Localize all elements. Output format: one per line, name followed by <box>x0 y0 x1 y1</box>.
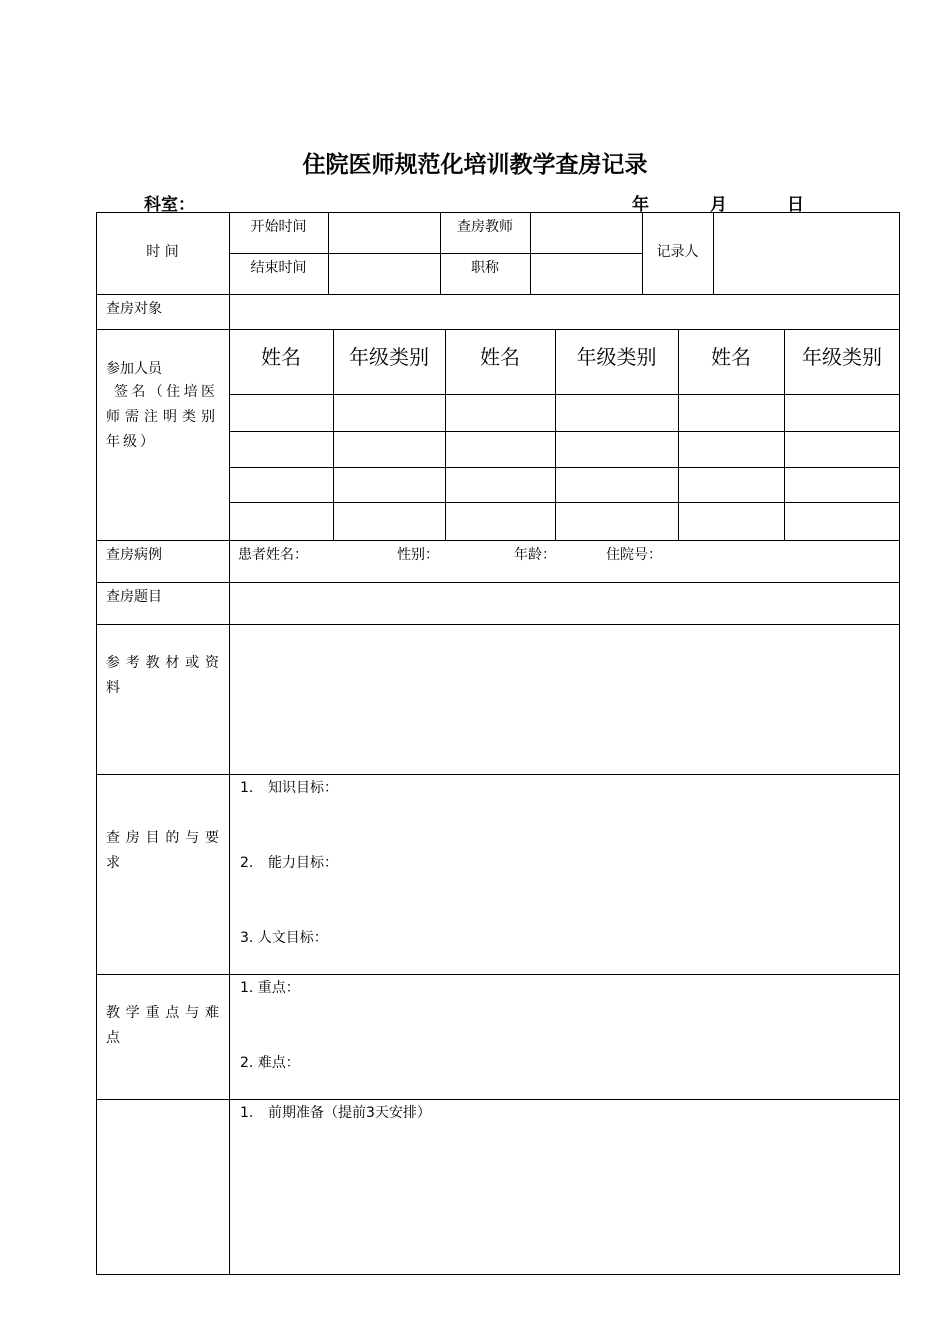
column-header-name: 姓名 <box>480 345 520 369</box>
preparation-text: 前期准备（提前3天安排） <box>268 1105 431 1121</box>
reference-label: 参考教材或资料 <box>106 655 222 696</box>
difficulty-text: 2. 难点： <box>240 1055 300 1071</box>
page-title: 住院医师规范化培训教学查房记录 <box>302 151 648 178</box>
row-divider <box>96 774 900 775</box>
preparation-number: 1. <box>240 1105 254 1121</box>
participant-divider <box>229 502 900 503</box>
rounds-target-label: 查房对象 <box>106 301 162 317</box>
goal-3-text: 3. 人文目标： <box>240 930 328 946</box>
row-divider <box>96 624 900 625</box>
row-divider <box>96 329 900 330</box>
participant-divider <box>229 394 900 395</box>
teacher-label: 查房教师 <box>457 219 513 235</box>
goal-2-number: 2. <box>240 855 254 871</box>
admission-number-label: 住院号： <box>606 547 662 563</box>
column-header-grade: 年级类别 <box>576 345 657 369</box>
month-label: 月 <box>710 195 727 215</box>
label-column-divider <box>229 212 230 1275</box>
key-points-label: 教学重点与难点 <box>106 1005 222 1046</box>
goal-2-text: 能力目标： <box>268 855 338 871</box>
participant-divider <box>229 431 900 432</box>
column-header-name: 姓名 <box>261 345 301 369</box>
goals-label: 查房目的与要求 <box>106 830 222 871</box>
recorder-label: 记录人 <box>656 244 699 260</box>
age-label: 年龄： <box>514 547 556 563</box>
key-point-text: 1. 重点： <box>240 980 300 996</box>
patient-name-label: 患者姓名： <box>238 547 308 563</box>
participant-divider <box>229 467 900 468</box>
day-label: 日 <box>787 195 804 215</box>
time-row-label: 时 间 <box>146 244 179 260</box>
gender-label: 性别： <box>397 547 439 563</box>
start-time-label: 开始时间 <box>250 219 307 235</box>
department-label: 科室： <box>144 195 195 215</box>
goal-1-text: 知识目标： <box>268 780 338 796</box>
participants-sign-note: 签名（住培医师需注明类别年级） <box>106 384 218 450</box>
column-header-name: 姓名 <box>711 345 751 369</box>
year-label: 年 <box>632 195 649 215</box>
time-divider <box>229 253 642 254</box>
case-label: 查房病例 <box>106 547 162 563</box>
time-divider <box>713 212 714 294</box>
end-time-label: 结束时间 <box>250 260 307 276</box>
row-divider <box>96 540 900 541</box>
row-divider <box>96 974 900 975</box>
participants-label: 参加人员 <box>106 361 162 377</box>
row-divider <box>96 294 900 295</box>
table-border <box>96 212 900 1275</box>
column-header-grade: 年级类别 <box>802 345 882 369</box>
row-divider <box>96 1099 900 1100</box>
job-title-label: 职称 <box>471 260 499 276</box>
row-divider <box>96 582 900 583</box>
goal-1-number: 1. <box>240 780 254 796</box>
topic-label: 查房题目 <box>106 589 162 605</box>
column-header-grade: 年级类别 <box>349 345 429 369</box>
